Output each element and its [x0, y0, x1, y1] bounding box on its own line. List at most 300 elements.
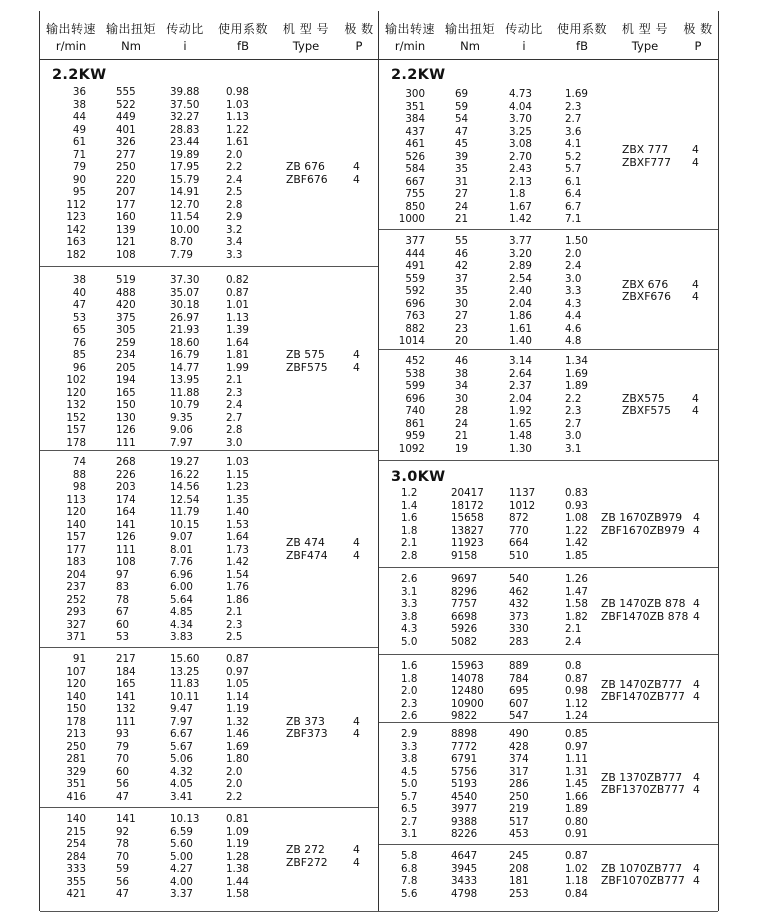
pole-count: 4 [693, 690, 700, 704]
model-type: ZBX 777 [622, 143, 669, 157]
table-row [379, 355, 718, 368]
cell-factor: 1.11 [565, 753, 588, 765]
cell-torque: 9388 [451, 815, 478, 828]
cell-factor: 0.98 [565, 685, 588, 697]
motor-group [379, 59, 718, 230]
pole-count: 4 [353, 360, 360, 374]
cell-factor: 5.7 [565, 163, 582, 175]
cell-ratio: 453 [509, 828, 529, 840]
table-row [379, 368, 718, 381]
cell-factor: 0.98 [226, 86, 249, 98]
cell-ratio: 547 [509, 710, 529, 722]
cell-factor: 2.1 [565, 623, 582, 635]
pole-count: 4 [353, 843, 360, 857]
cell-speed: 152 [66, 411, 86, 424]
cell-speed: 79 [72, 161, 86, 173]
cell-torque: 130 [116, 411, 136, 424]
model-type: ZBF1470ZB 878 [601, 609, 689, 623]
cell-speed: 178 [66, 436, 86, 449]
cell-factor: 1.26 [565, 573, 588, 585]
header-speed-unit: r/min [55, 39, 87, 53]
cell-torque: 132 [116, 703, 136, 715]
cell-torque: 53 [116, 631, 130, 643]
cell-torque: 47 [455, 125, 469, 138]
cell-factor: 1.73 [226, 543, 249, 556]
cell-factor: 1.53 [226, 518, 249, 531]
pole-count: 4 [693, 597, 700, 610]
cell-speed: 3.3 [401, 740, 418, 753]
cell-factor: 4.6 [565, 322, 582, 335]
cell-ratio: 5.60 [170, 838, 193, 850]
cell-speed: 696 [405, 297, 425, 310]
cell-factor: 1.46 [226, 728, 249, 740]
cell-speed: 215 [66, 825, 86, 838]
cell-speed: 351 [66, 778, 86, 790]
cell-speed: 2.8 [401, 549, 418, 562]
cell-torque: 83 [116, 581, 130, 593]
cell-ratio: 2.40 [509, 285, 532, 297]
header-torque: 输出扭矩 [444, 22, 495, 36]
cell-ratio: 8.01 [170, 543, 193, 556]
cell-ratio: 1012 [509, 499, 536, 512]
table-row [40, 506, 379, 519]
cell-speed: 377 [405, 235, 425, 247]
cell-speed: 4.3 [401, 623, 418, 635]
model-type: ZBF373 [286, 727, 328, 740]
cell-torque: 38 [455, 367, 469, 380]
cell-torque: 164 [116, 506, 136, 518]
cell-speed: 592 [405, 285, 425, 297]
cell-ratio: 3.41 [170, 790, 193, 803]
cell-torque: 13827 [451, 524, 484, 537]
spec-table [39, 11, 717, 911]
cell-speed: 7.8 [401, 875, 418, 887]
cell-speed: 461 [405, 138, 425, 150]
table-row [40, 437, 379, 450]
cell-speed: 1.6 [401, 512, 418, 524]
table-row [40, 556, 379, 569]
table-row [379, 573, 718, 586]
group-rows [40, 86, 379, 261]
cell-factor: 2.4 [226, 399, 243, 411]
cell-ratio: 2.43 [509, 163, 532, 175]
cell-factor: 1.02 [565, 862, 588, 875]
model-type: ZBF1370ZB777 [601, 783, 685, 797]
cell-speed: 96 [72, 361, 86, 374]
cell-speed: 1014 [398, 335, 425, 347]
cell-torque: 108 [116, 248, 136, 261]
cell-ratio: 37.50 [170, 98, 200, 111]
cell-speed: 40 [72, 286, 86, 299]
cell-factor: 2.7 [226, 411, 243, 424]
cell-speed: 444 [405, 247, 425, 260]
cell-factor: 1.80 [226, 753, 249, 765]
cell-torque: 24 [455, 200, 469, 213]
table-row [379, 660, 718, 673]
cell-torque: 268 [116, 456, 136, 468]
power-label: 3.0KW [391, 469, 446, 485]
cell-factor: 3.0 [226, 436, 243, 449]
motor-group [379, 722, 718, 845]
cell-ratio: 3.08 [509, 138, 532, 150]
cell-ratio: 6.96 [170, 568, 193, 581]
cell-ratio: 3.70 [509, 113, 532, 125]
cell-ratio: 1.61 [509, 322, 532, 335]
cell-torque: 277 [116, 148, 136, 161]
table-header [40, 11, 379, 60]
header-factor-unit: fB [237, 39, 249, 53]
cell-torque: 203 [116, 481, 136, 493]
cell-factor: 3.2 [226, 223, 243, 236]
cell-factor: 2.5 [226, 186, 243, 198]
cell-ratio: 5.67 [170, 740, 193, 753]
cell-ratio: 9.06 [170, 424, 193, 436]
model-type: ZB 1470ZB 878 [601, 597, 686, 610]
model-type: ZBF1470ZB777 [601, 690, 685, 704]
cell-ratio: 432 [509, 598, 529, 610]
cell-factor: 7.1 [565, 213, 582, 225]
table-row [379, 710, 718, 723]
cell-ratio: 374 [509, 753, 529, 765]
table-row [40, 299, 379, 312]
cell-ratio: 510 [509, 549, 529, 562]
cell-torque: 207 [116, 186, 136, 198]
cell-speed: 88 [72, 468, 86, 481]
cell-torque: 3945 [451, 862, 478, 875]
header-model-unit: Type [631, 39, 659, 53]
cell-speed: 351 [405, 100, 425, 113]
cell-speed: 2.9 [401, 728, 418, 740]
pole-count: 4 [692, 404, 699, 417]
pole-count: 4 [353, 727, 360, 740]
cell-ratio: 9.47 [170, 703, 193, 715]
cell-speed: 1.2 [401, 487, 418, 499]
cell-torque: 305 [116, 324, 136, 336]
cell-ratio: 16.22 [170, 468, 200, 481]
table-row [379, 335, 718, 348]
cell-speed: 740 [405, 405, 425, 417]
cell-factor: 0.97 [565, 740, 588, 753]
cell-speed: 526 [405, 150, 425, 163]
cell-speed: 120 [66, 678, 86, 690]
cell-ratio: 770 [509, 524, 529, 537]
cell-torque: 35 [455, 285, 469, 297]
cell-torque: 3977 [451, 803, 478, 815]
cell-torque: 4647 [451, 850, 478, 862]
model-type: ZB 272 [286, 843, 325, 857]
cell-ratio: 1.42 [509, 213, 532, 225]
cell-speed: 2.0 [401, 685, 418, 697]
cell-ratio: 462 [509, 585, 529, 598]
cell-torque: 42 [455, 260, 469, 272]
left-column [39, 11, 379, 911]
table-row [379, 235, 718, 248]
cell-factor: 6.7 [565, 200, 582, 213]
cell-ratio: 11.88 [170, 386, 200, 399]
cell-torque: 31 [455, 175, 469, 188]
cell-speed: 599 [405, 380, 425, 392]
cell-speed: 3.1 [401, 828, 418, 840]
cell-torque: 30 [455, 392, 469, 405]
header-ratio: 传动比 [166, 22, 204, 36]
cell-speed: 91 [72, 653, 86, 665]
cell-torque: 12480 [451, 685, 484, 697]
cell-ratio: 9.07 [170, 531, 193, 543]
cell-factor: 1.19 [226, 838, 249, 850]
cell-ratio: 4.32 [170, 765, 193, 778]
cell-factor: 6.4 [565, 188, 582, 200]
cell-speed: 667 [405, 175, 425, 188]
cell-torque: 6791 [451, 753, 478, 765]
cell-ratio: 250 [509, 790, 529, 803]
cell-factor: 1.85 [565, 549, 588, 562]
cell-torque: 15963 [451, 660, 484, 672]
cell-torque: 121 [116, 236, 136, 248]
table-row [379, 537, 718, 550]
cell-torque: 59 [116, 863, 130, 875]
table-row [40, 174, 379, 187]
cell-ratio: 39.88 [170, 86, 200, 98]
cell-speed: 49 [72, 123, 86, 136]
cell-factor: 2.1 [226, 606, 243, 618]
cell-factor: 3.3 [565, 285, 582, 297]
group-rows [40, 456, 379, 644]
cell-torque: 165 [116, 386, 136, 399]
cell-factor: 1.50 [565, 235, 588, 247]
cell-factor: 2.3 [565, 405, 582, 417]
group-rows [40, 274, 379, 449]
table-row [40, 349, 379, 362]
cell-torque: 47 [116, 888, 130, 900]
cell-ratio: 2.70 [509, 150, 532, 163]
cell-torque: 56 [116, 778, 130, 790]
cell-torque: 111 [116, 715, 136, 728]
cell-ratio: 9.35 [170, 411, 193, 424]
cell-torque: 27 [455, 310, 469, 322]
cell-torque: 5756 [451, 765, 478, 778]
cell-speed: 120 [66, 506, 86, 518]
cell-factor: 1.18 [565, 875, 588, 887]
cell-ratio: 607 [509, 697, 529, 710]
pole-count: 4 [353, 714, 360, 728]
cell-speed: 5.0 [401, 635, 418, 648]
cell-speed: 3.1 [401, 585, 418, 598]
table-row [40, 236, 379, 249]
power-label: 2.2KW [52, 67, 107, 83]
cell-ratio: 37.30 [170, 274, 200, 286]
cell-ratio: 32.27 [170, 111, 200, 123]
cell-ratio: 3.20 [509, 247, 532, 260]
model-type: ZB 474 [286, 536, 325, 550]
cell-factor: 1.31 [565, 765, 588, 778]
table-row [40, 456, 379, 469]
pole-count: 4 [693, 677, 700, 691]
table-row [40, 678, 379, 691]
cell-torque: 27 [455, 188, 469, 200]
header-ratio-unit: i [183, 39, 187, 53]
cell-speed: 1.8 [401, 672, 418, 685]
cell-factor: 1.69 [226, 740, 249, 753]
cell-ratio: 1.48 [509, 430, 532, 442]
table-row [379, 430, 718, 443]
cell-factor: 6.1 [565, 175, 582, 188]
cell-torque: 4540 [451, 790, 478, 803]
cell-ratio: 18.60 [170, 336, 200, 349]
header-speed: 输出转速 [384, 22, 435, 36]
cell-speed: 254 [66, 838, 86, 850]
header-factor: 使用系数 [556, 22, 607, 36]
table-row [40, 324, 379, 337]
cell-ratio: 12.54 [170, 493, 200, 506]
cell-torque: 56 [116, 875, 130, 888]
cell-torque: 217 [116, 653, 136, 665]
pole-count: 4 [353, 536, 360, 550]
cell-ratio: 889 [509, 660, 529, 672]
cell-speed: 850 [405, 200, 425, 213]
cell-ratio: 2.13 [509, 175, 532, 188]
cell-factor: 1.12 [565, 697, 588, 710]
cell-factor: 0.84 [565, 887, 588, 900]
cell-torque: 488 [116, 286, 136, 299]
cell-ratio: 7.76 [170, 556, 193, 568]
table-row [40, 581, 379, 594]
cell-ratio: 5.06 [170, 753, 193, 765]
cell-factor: 1.42 [226, 556, 249, 568]
cell-factor: 0.8 [565, 660, 582, 672]
cell-ratio: 784 [509, 672, 529, 685]
cell-ratio: 6.67 [170, 728, 193, 740]
cell-torque: 226 [116, 468, 136, 481]
cell-speed: 421 [66, 888, 86, 900]
cell-ratio: 1.65 [509, 417, 532, 430]
table-row [379, 550, 718, 563]
table-row [40, 287, 379, 300]
cell-ratio: 14.91 [170, 186, 200, 198]
cell-torque: 15658 [451, 512, 484, 524]
cell-speed: 74 [72, 456, 86, 468]
cell-ratio: 10.15 [170, 518, 200, 531]
cell-torque: 160 [116, 211, 136, 223]
cell-torque: 45 [455, 138, 469, 150]
cell-speed: 47 [72, 299, 86, 311]
cell-torque: 35 [455, 163, 469, 175]
cell-speed: 371 [66, 631, 86, 643]
cell-factor: 1.69 [565, 88, 588, 100]
table-row [40, 778, 379, 791]
model-type: ZB 1370ZB777 [601, 770, 683, 784]
table-row [379, 888, 718, 901]
table-row [40, 569, 379, 582]
model-type: ZBF272 [286, 855, 328, 869]
cell-torque: 69 [455, 88, 469, 100]
motor-group [40, 807, 379, 912]
table-row [40, 653, 379, 666]
cell-factor: 2.4 [565, 635, 582, 648]
pole-count: 4 [692, 290, 699, 304]
cell-ratio: 4.85 [170, 606, 193, 618]
cell-speed: 178 [66, 715, 86, 728]
cell-speed: 452 [405, 355, 425, 367]
table-row [40, 594, 379, 607]
header-ratio-unit: i [522, 39, 526, 53]
cell-factor: 2.8 [226, 424, 243, 436]
cell-torque: 111 [116, 543, 136, 556]
pole-count: 4 [353, 855, 360, 869]
table-row [40, 211, 379, 224]
table-row [379, 636, 718, 649]
cell-ratio: 1.30 [509, 442, 532, 455]
table-row [40, 703, 379, 716]
cell-ratio: 3.14 [509, 355, 532, 367]
cell-torque: 194 [116, 374, 136, 386]
cell-factor: 1.34 [565, 355, 588, 367]
cell-torque: 7772 [451, 740, 478, 753]
cell-torque: 10900 [451, 697, 484, 710]
model-type: ZBF1070ZB777 [601, 874, 685, 887]
cell-torque: 67 [116, 606, 130, 618]
cell-factor: 1.13 [226, 311, 249, 324]
cell-speed: 36 [72, 86, 86, 98]
cell-factor: 3.0 [565, 430, 582, 442]
cell-torque: 46 [455, 247, 469, 260]
cell-factor: 2.0 [226, 148, 243, 161]
cell-factor: 0.91 [565, 828, 588, 840]
table-row [40, 863, 379, 876]
cell-speed: 763 [405, 310, 425, 322]
cell-factor: 0.85 [565, 728, 588, 740]
cell-factor: 1.69 [565, 367, 588, 380]
table-row [40, 766, 379, 779]
pole-count: 4 [693, 861, 700, 875]
cell-torque: 21 [455, 430, 469, 442]
cell-factor: 0.81 [226, 813, 249, 825]
cell-factor: 1.89 [565, 380, 588, 392]
cell-ratio: 1.8 [509, 188, 526, 200]
cell-speed: 959 [405, 430, 425, 442]
header-torque-unit: Nm [121, 39, 141, 53]
cell-factor: 1.86 [226, 593, 249, 606]
cell-ratio: 2.54 [509, 272, 532, 285]
table-row [40, 111, 379, 124]
cell-ratio: 7.97 [170, 715, 193, 728]
cell-factor: 2.3 [565, 100, 582, 113]
model-type: ZBF676 [286, 172, 328, 186]
cell-speed: 120 [66, 386, 86, 399]
cell-speed: 559 [405, 272, 425, 285]
cell-ratio: 245 [509, 850, 529, 862]
cell-ratio: 330 [509, 623, 529, 635]
cell-torque: 3433 [451, 875, 478, 887]
cell-torque: 20417 [451, 487, 484, 499]
cell-factor: 1.89 [565, 803, 588, 815]
model-type: ZB 1670ZB979 [601, 511, 683, 524]
model-type: ZBXF777 [622, 155, 672, 169]
cell-torque: 60 [116, 765, 130, 778]
table-row [379, 753, 718, 766]
cell-torque: 55 [455, 235, 469, 247]
cell-speed: 65 [72, 324, 86, 336]
table-row [379, 213, 718, 226]
table-row [379, 88, 718, 101]
header-model-unit: Type [292, 39, 320, 53]
model-type: ZBF575 [286, 360, 328, 374]
table-row [379, 816, 718, 829]
table-row [40, 362, 379, 375]
table-row [40, 728, 379, 741]
cell-speed: 5.7 [401, 790, 418, 803]
table-row [40, 161, 379, 174]
table-row [379, 323, 718, 336]
